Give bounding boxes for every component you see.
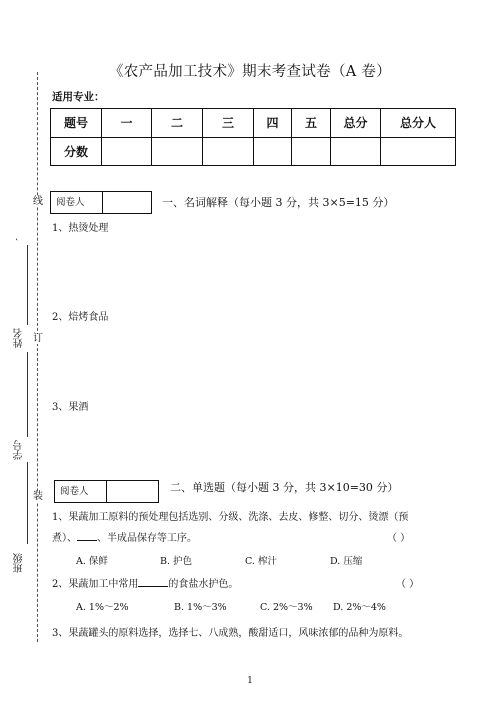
q2-option-a[interactable]: A. 1%～2% — [76, 602, 129, 613]
section1-heading: 一、名词解释（每小题 3 分，共 3×5=15 分） — [162, 196, 395, 209]
score-table-header-row — [51, 109, 456, 138]
table-header-cell: 四 — [254, 109, 292, 138]
score-cell[interactable] — [203, 137, 254, 166]
section1-question-3: 3、果酒 — [52, 402, 89, 413]
q1-option-d[interactable]: D. 压缩 — [330, 556, 363, 567]
binding-mark-line: 线 — [33, 196, 43, 207]
section1-question-2: 2、焙烤食品 — [52, 312, 109, 323]
grader-box-section1 — [50, 191, 152, 214]
student-id-underline — [27, 352, 28, 437]
name-underline — [27, 245, 28, 325]
binding-dashed-line — [37, 72, 38, 642]
exam-title: 《农产品加工技术》期末考查试卷（A 卷） — [108, 64, 392, 80]
grader-box-section2 — [54, 480, 159, 503]
table-header-cell: 总分人 — [381, 109, 456, 138]
score-cell[interactable] — [152, 137, 203, 166]
table-header-cell: 三 — [203, 109, 254, 138]
q1-answer-paren[interactable]: （ ） — [387, 533, 411, 544]
section2-q1-line1: 1、果蔬加工原料的预处理包括选别、分级、洗涤、去皮、修整、切分、烫漂（预 — [52, 512, 409, 523]
q1-answer-blank[interactable] — [77, 530, 97, 541]
page-number: 1 — [247, 676, 253, 686]
binding-top-mark: 、 — [16, 231, 27, 241]
q2-text-post: 的食盐水护色。 — [168, 579, 239, 590]
q1-option-a[interactable]: A. 保鲜 — [76, 556, 108, 567]
apply-major-label: 适用专业： — [52, 91, 105, 103]
q1-option-b[interactable]: B. 护色 — [160, 556, 193, 567]
score-row-label: 分数 — [51, 137, 102, 166]
table-header-cell: 总分 — [331, 109, 381, 138]
class-label: 班级 — [14, 553, 25, 573]
score-table — [50, 108, 456, 166]
table-header-cell: 一 — [102, 109, 152, 138]
q1-text-post: 、半成品保存等工序。 — [97, 533, 197, 544]
grader-label: 阅卷人 — [55, 481, 107, 502]
grader-blank[interactable] — [103, 192, 151, 213]
binding-mark-bind: 装 — [33, 491, 43, 502]
score-cell[interactable] — [381, 137, 456, 166]
score-cell[interactable] — [102, 137, 152, 166]
class-underline — [27, 462, 28, 544]
section2-q2-line — [52, 575, 238, 590]
q2-answer-paren[interactable]: （ ） — [396, 579, 420, 590]
name-label: 姓名 — [14, 328, 25, 348]
score-cell[interactable] — [254, 137, 292, 166]
score-cell[interactable] — [292, 137, 331, 166]
q2-text-pre: 2、果蔬加工中常用 — [52, 579, 139, 590]
table-header-cell: 题号 — [51, 109, 102, 138]
q1-text-pre: 煮）、 — [52, 533, 77, 544]
q1-option-c[interactable]: C. 榨汁 — [245, 556, 277, 567]
table-header-cell: 二 — [152, 109, 203, 138]
q2-option-b[interactable]: B. 1%～3% — [174, 602, 227, 613]
grader-label: 阅卷人 — [51, 192, 103, 213]
score-cell[interactable] — [331, 137, 381, 166]
q2-answer-blank[interactable] — [138, 576, 168, 587]
section1-question-1: 1、热烫处理 — [52, 223, 109, 234]
table-header-cell: 五 — [292, 109, 331, 138]
score-table-score-row — [51, 137, 456, 166]
q2-option-c[interactable]: C. 2%～3% — [260, 602, 313, 613]
section2-q1-line2 — [52, 529, 197, 544]
student-id-label: 学号 — [14, 440, 25, 460]
q2-option-d[interactable]: D. 2%～4% — [333, 602, 386, 613]
section2-heading: 二、单选题（每小题 3 分，共 3×10=30 分） — [170, 481, 399, 494]
binding-mark-order: 订 — [33, 333, 43, 344]
section2-q3-line: 3、果蔬罐头的原料选择，选择七、八成熟，酸甜适口，风味浓郁的品种为原料。 — [52, 628, 409, 639]
grader-blank[interactable] — [107, 481, 158, 502]
